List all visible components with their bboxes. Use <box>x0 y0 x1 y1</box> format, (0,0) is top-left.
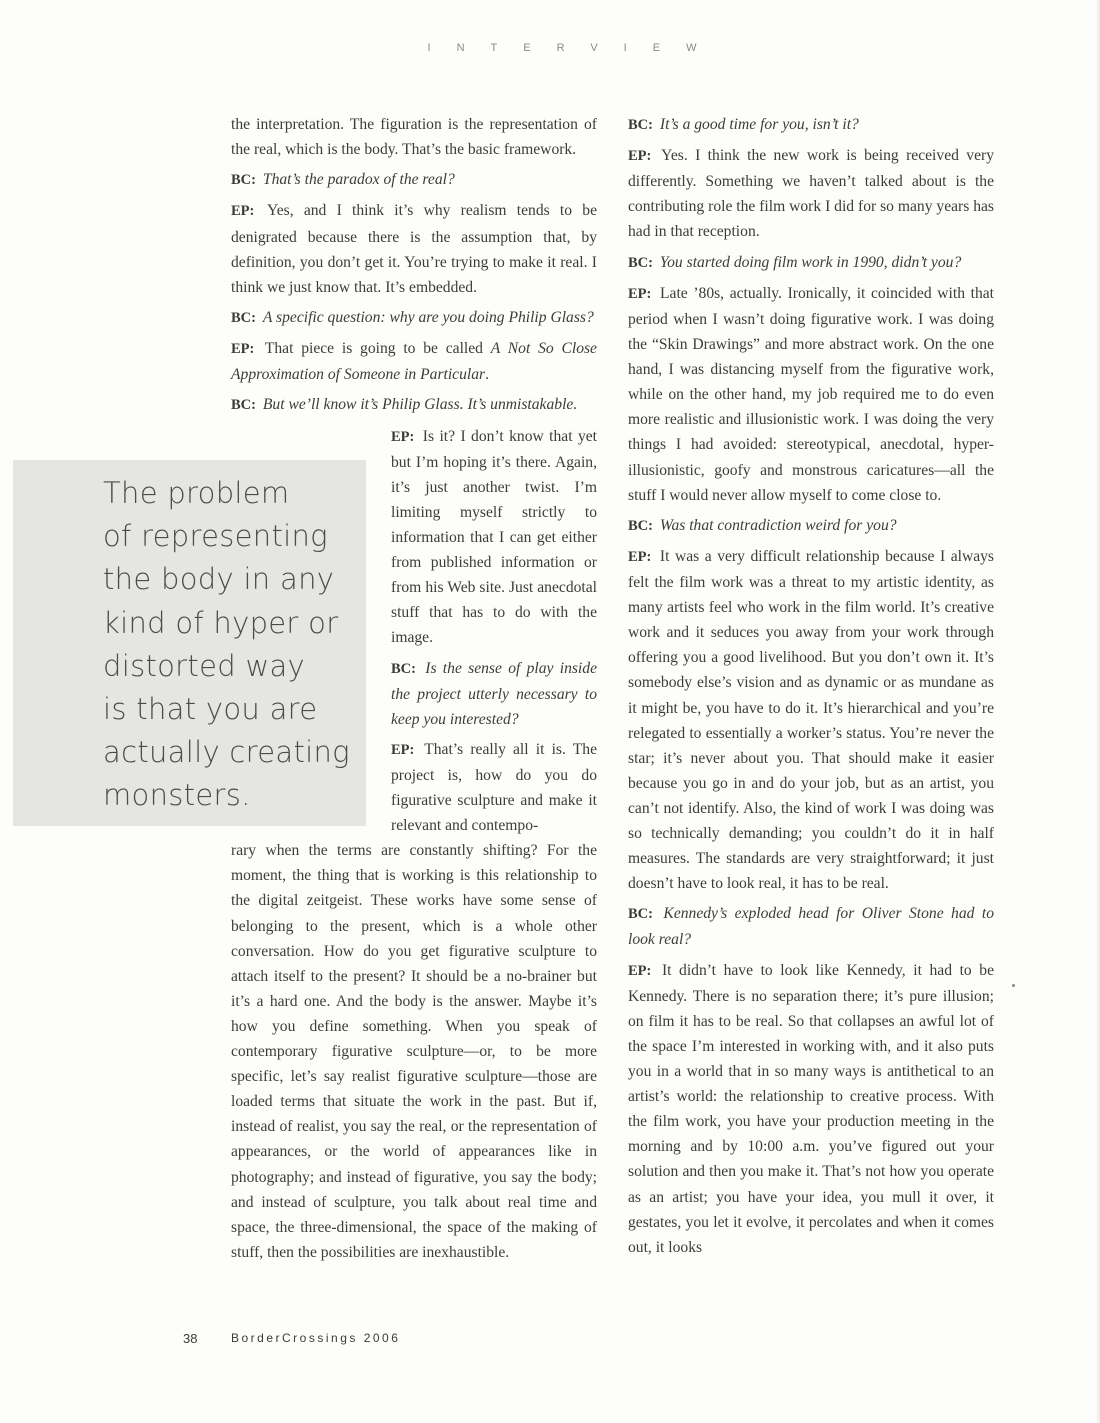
speaker-label: BC: <box>391 660 416 677</box>
page-number: 38 <box>183 1331 198 1346</box>
question <box>231 305 597 331</box>
print-speck <box>1012 984 1015 987</box>
pull-quote-line: distorted way <box>103 648 306 683</box>
pull-quote-line: is that you are <box>103 692 318 727</box>
question <box>231 167 597 193</box>
speaker-label: BC: <box>231 172 256 189</box>
speaker-label: EP: <box>628 148 652 165</box>
answer <box>391 737 597 838</box>
speaker-label: BC: <box>628 254 653 271</box>
speaker-label: BC: <box>231 309 256 326</box>
answer-continuation <box>231 838 597 1265</box>
page-edge-shadow <box>1096 0 1100 1423</box>
answer-text: Is it? I don’t know that yet but I’m hoping it’s there. Again, it’s just another twist. I’m limiting myself strictly to information that I can get either from published information or from his Web site. Just anecdotal stuff that has to do with the image. <box>391 427 597 647</box>
question-text: Is the sense of play inside the project utterly necessary to keep you interested? <box>391 659 597 728</box>
question <box>231 392 597 418</box>
answer <box>628 544 994 896</box>
answer <box>231 198 597 299</box>
question-text: That’s the paradox of the real? <box>262 171 455 189</box>
answer-text: Yes. I think the new work is being received very differently. Something we haven’t talked about is the contributing role the film work I did for so many years has had in that reception. <box>628 147 994 241</box>
pull-quote-line: the body in any <box>103 562 335 597</box>
pull-quote <box>13 460 366 826</box>
speaker-label: BC: <box>231 397 256 414</box>
question <box>391 656 597 732</box>
speaker-label: EP: <box>628 962 652 979</box>
speaker-label: BC: <box>628 117 653 133</box>
speaker-label: EP: <box>391 741 415 758</box>
answer <box>231 336 597 387</box>
paragraph <box>231 112 597 162</box>
answer-text: Yes, and I think it’s why realism tends to be denigrated because there is the assumption that, by definition, you don’t get it. You’re trying to make it real. I think we just know that. It’s embedded. <box>231 202 597 296</box>
answer <box>391 424 597 651</box>
speaker-label: EP: <box>628 548 652 565</box>
paragraph-text: the interpretation. The figuration is the representation of the real, which is the body. That’s the basic framework. <box>231 116 597 159</box>
artwork-title: A Not So Close Approximation of Someone in Particular <box>231 340 597 384</box>
speaker-label: EP: <box>628 285 652 302</box>
answer-text: rary when the terms are constantly shifting? For the moment, the thing that is working is this relationship to the digital zeitgeist. These works have some sense of belonging to the present, which is a whole other conversation. How do you get figurative sculpture to attach itself to the present? It should be a no-brainer but it’s a hard one. And the body is the answer. Maybe it’s how you define something. When you speak of contemporary figurative sculpture—or, to be more specific, let’s say realist figurative sculpture—those are loaded terms that situate the work in the past. But if, instead of realist, you say the real, or the representation of appearances, or the world of appearances like in photography; and instead of figurative, you say the body; and instead of sculpture, you talk about real time and space, the three-dimensional, the space of the making of stuff, then the possibilities are inexhaustible. <box>231 842 597 1261</box>
question-text: Was that contradiction weird for you? <box>659 516 897 534</box>
right-column <box>628 112 994 1265</box>
speaker-label: BC: <box>628 517 653 534</box>
answer-text: It was a very difficult relationship because I always felt the film work was a threat to my artistic identity, as many artists feel who work in the film world. It’s creative work and it seduces you away from your work through offering you a good livelihood. But you don’t own it. It’s somebody else’s vision and as dynamic or as mundane as it might be, you have to do it. It’s hierarchical and you’re relegated to essentially a worker’s status. You’re never the star; it’s never about you. That should make it easier because you go in and do your job, but as an artist, you can’t not identify. Also, the kind of work I was doing was so technically demanding; you couldn’t do it in half measures. The standards are very straightforward; it just doesn’t have to look real, it has to be real. <box>628 547 994 893</box>
answer-text: Late ’80s, actually. Ironically, it coincided with that period when I wasn’t doing figurative work. I was doing the “Skin Drawings” and more abstract work. On the one hand, I was distancing myself from the figurative work, while on the other hand, my job required me to do even more realistic and illusionistic work. I was doing the very things I had avoided: stereotypical, anecdotal, hyper-illusionistic, goofy and monstrous caricatures—all the stuff I would never allow myself to come close to. <box>628 284 994 504</box>
answer-text-end: . <box>485 366 489 384</box>
question-text: You started doing film work in 1990, didn’t you? <box>659 253 962 271</box>
answer-text: That’s really all it is. The project is, how do you do figurative sculpture and make it relevant and contempo- <box>391 740 597 835</box>
pull-quote-line: The problem <box>103 476 290 510</box>
answer-text: It didn’t have to look like Kennedy, it had to be Kennedy. There is no separation there; it’s pure illusion; on film it has to be real. So that collapses an awful lot of the space I’m interested in working with, and it also puts you in a world that in so many ways is antithetical to an artist’s world: the relationship to creative process. With the film work, you have your production meeting in the morning and by 10:00 a.m. you’ve figured out your solution and then you make it. That’s not how you operate as an artist; you have your idea, you mull it over, it gestates, you let it evolve, it percolates and when it comes out, it looks <box>628 961 994 1256</box>
pull-quote-line: monsters. <box>103 778 251 813</box>
question-text: But we’ll know it’s Philip Glass. It’s unmistakable. <box>262 396 578 414</box>
question <box>628 250 994 276</box>
speaker-label: EP: <box>231 203 255 220</box>
answer <box>628 958 994 1260</box>
question <box>628 513 994 539</box>
section-header: INTERVIEW <box>427 42 723 54</box>
pull-quote-line: actually creating <box>103 735 350 770</box>
question-text: A specific question: why are you doing Philip Glass? <box>262 308 594 326</box>
question <box>628 901 994 952</box>
answer-text: That piece is going to be called <box>264 340 491 358</box>
answer <box>628 281 994 508</box>
question <box>628 112 994 138</box>
magazine-name: BorderCrossings 2006 <box>231 1331 401 1345</box>
question-text: Kennedy’s exploded head for Oliver Stone had to look real? <box>628 905 995 949</box>
pull-quote-line: of representing <box>103 519 328 554</box>
pull-quote-line: kind of hyper or <box>103 605 339 640</box>
question-text: It’s a good time for you, isn’t it? <box>659 116 859 133</box>
speaker-label: EP: <box>231 341 255 358</box>
speaker-label: BC: <box>628 906 653 923</box>
answer <box>628 143 994 244</box>
speaker-label: EP: <box>391 428 415 445</box>
